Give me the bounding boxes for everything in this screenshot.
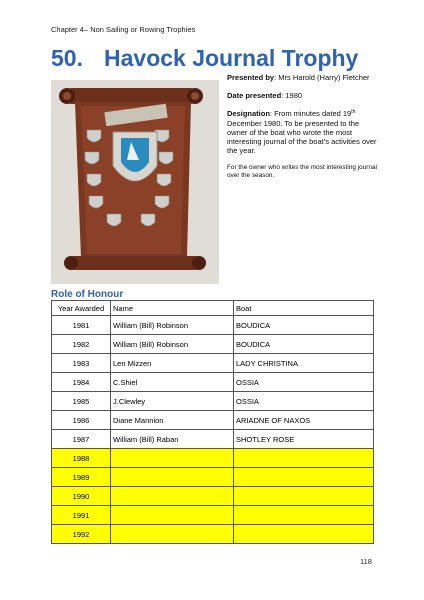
- title-text: Havock Journal Trophy: [104, 45, 359, 71]
- cell-year: 1982: [52, 335, 111, 354]
- cell-year: 1986: [52, 411, 111, 430]
- role-of-honour-table: [51, 300, 374, 544]
- cell-year: 1991: [52, 506, 111, 525]
- table-row: [52, 316, 374, 335]
- cell-boat: [234, 449, 374, 468]
- cell-boat: LADY CHRISTINA: [234, 354, 374, 373]
- table-row-highlighted: [52, 487, 374, 506]
- cell-name: William (Bill) Robinson: [111, 316, 234, 335]
- designation-post: December 1980. To be presented to the owner of the boat who wrote the most interesting journal of the boat’s activities over the year.: [227, 118, 377, 156]
- cell-name: William (Bill) Robinson: [111, 335, 234, 354]
- cell-name: [111, 525, 234, 544]
- presented-by: [227, 73, 377, 82]
- cell-boat: OSSIA: [234, 373, 374, 392]
- table-row: [52, 392, 374, 411]
- cell-name: J.Clewley: [111, 392, 234, 411]
- cell-year: 1981: [52, 316, 111, 335]
- column-header-boat: Boat: [234, 301, 374, 316]
- cell-year: 1984: [52, 373, 111, 392]
- cell-year: 1985: [52, 392, 111, 411]
- title-number: 50.: [51, 45, 83, 71]
- cell-name: C.Shiel: [111, 373, 234, 392]
- date-label: Date presented: [227, 91, 282, 101]
- cell-name: [111, 487, 234, 506]
- cell-name: William (Bill) Raban: [111, 430, 234, 449]
- running-header: Chapter 4– Non Sailing or Rowing Trophies: [51, 25, 196, 34]
- table-header-row: [52, 301, 374, 316]
- cell-boat: [234, 506, 374, 525]
- cell-year: 1990: [52, 487, 111, 506]
- table-row: [52, 335, 374, 354]
- table-row-highlighted: [52, 449, 374, 468]
- cell-year: 1992: [52, 525, 111, 544]
- date-presented: [227, 91, 377, 100]
- cell-year: 1989: [52, 468, 111, 487]
- trophy-info: [227, 73, 377, 189]
- table-row: [52, 430, 374, 449]
- cell-name: [111, 468, 234, 487]
- table-row: [52, 411, 374, 430]
- cell-boat: ARIADNE OF NAXOS: [234, 411, 374, 430]
- cell-name: [111, 506, 234, 525]
- cell-boat: SHOTLEY ROSE: [234, 430, 374, 449]
- table-row-highlighted: [52, 468, 374, 487]
- date-value: : 1980: [281, 91, 303, 101]
- designation-label: Designation: [227, 109, 270, 119]
- cell-year: 1987: [52, 430, 111, 449]
- cell-name: Len Mizzen: [111, 354, 234, 373]
- table-row-highlighted: [52, 506, 374, 525]
- cell-year: 1988: [52, 449, 111, 468]
- table-row-highlighted: [52, 525, 374, 544]
- cell-name: Diane Mannion: [111, 411, 234, 430]
- trophy-photo: [51, 80, 219, 284]
- cell-year: 1983: [52, 354, 111, 373]
- column-header-name: Name: [111, 301, 234, 316]
- trophy-note: For the owner who writes the most interesting journal over the season.: [227, 164, 377, 180]
- cell-boat: [234, 525, 374, 544]
- cell-boat: BOUDICA: [234, 316, 374, 335]
- presented-by-value: : Mrs Harold (Harry) Fletcher: [274, 73, 370, 82]
- designation: [227, 109, 377, 155]
- designation-pre: : From minutes dated 19: [269, 109, 352, 119]
- column-header-year: Year Awarded: [52, 301, 111, 316]
- table-row: [52, 373, 374, 392]
- presented-by-label: Presented by: [227, 73, 275, 82]
- page-number: 118: [360, 557, 372, 566]
- table-row: [52, 354, 374, 373]
- role-of-honour-heading: Role of Honour: [51, 289, 124, 300]
- cell-boat: OSSIA: [234, 392, 374, 411]
- cell-boat: BOUDICA: [234, 335, 374, 354]
- cell-boat: [234, 487, 374, 506]
- cell-name: [111, 449, 234, 468]
- designation-sup: th: [351, 109, 356, 116]
- cell-boat: [234, 468, 374, 487]
